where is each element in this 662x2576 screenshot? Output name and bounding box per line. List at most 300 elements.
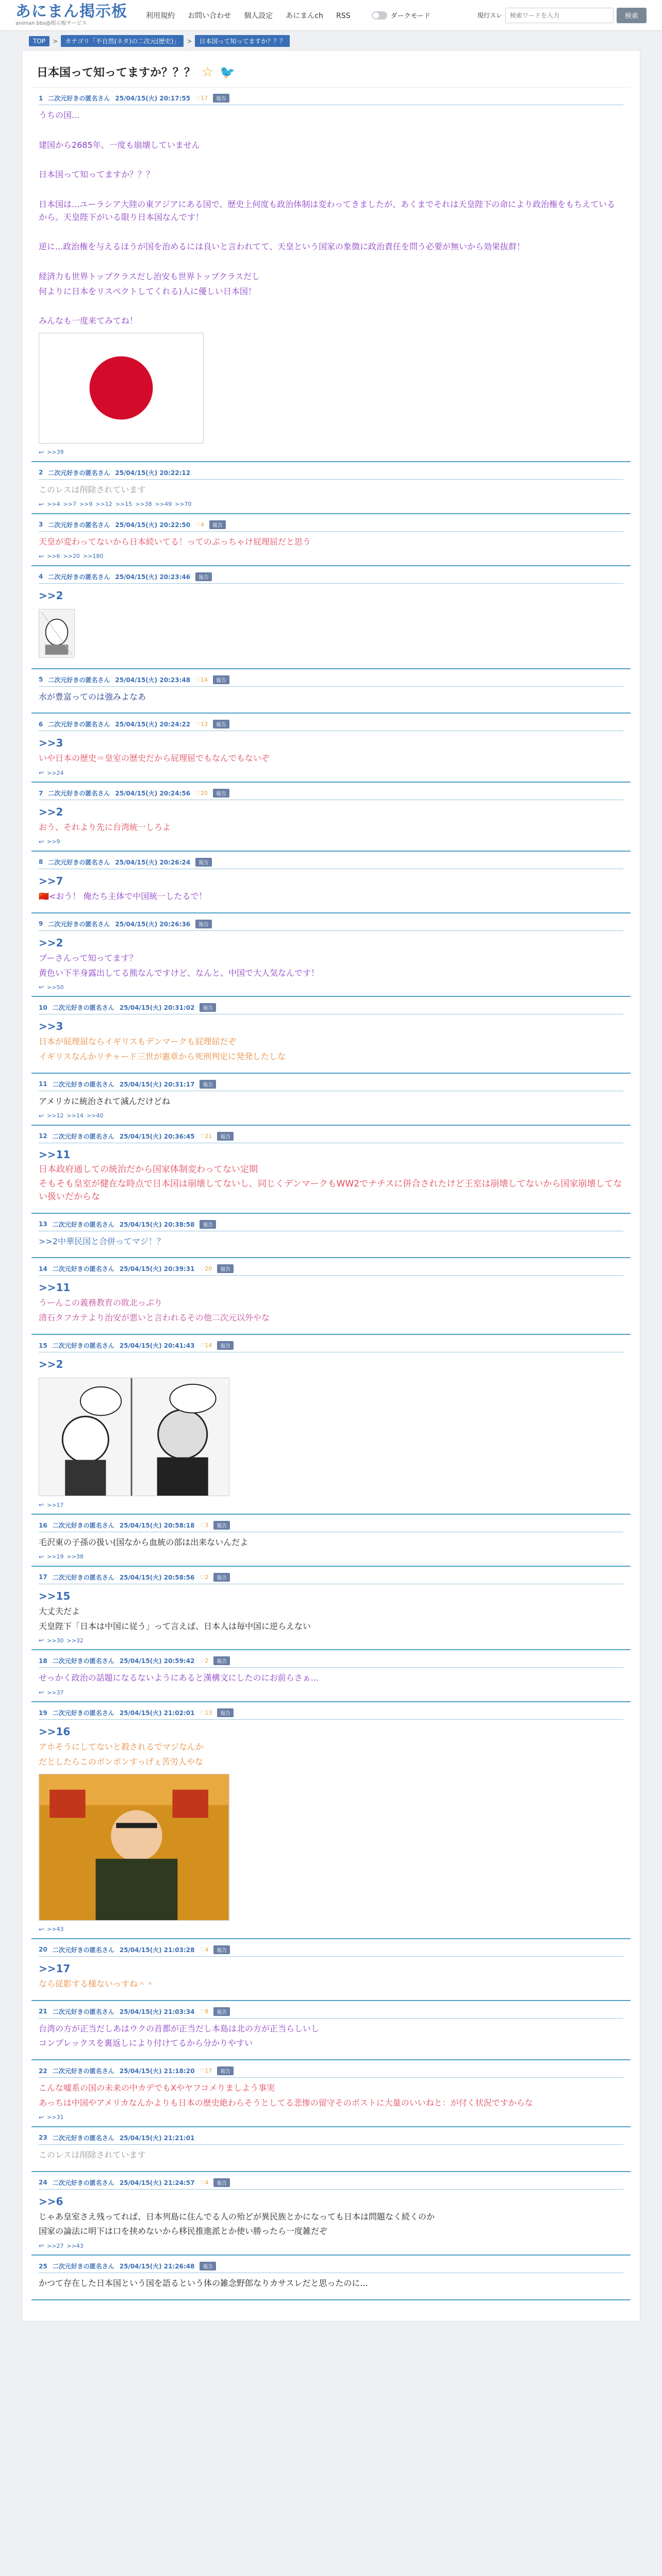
photo-image[interactable]: [39, 1774, 229, 1921]
post-date: 25/04/15(火) 20:17:55: [115, 95, 191, 102]
reply-links: [39, 1553, 623, 1561]
report-button[interactable]: 報告: [209, 520, 226, 529]
post-number[interactable]: 9: [39, 920, 43, 928]
post-text-line: 水が豊富ってのは強みよなあ: [39, 691, 146, 702]
logo-text: あにまん掲示板: [15, 3, 127, 21]
japan-flag-image[interactable]: [39, 333, 204, 444]
good-count[interactable]: ♡4: [200, 2179, 209, 2186]
report-button[interactable]: 報告: [213, 1521, 230, 1530]
post-text-line: いや日本の歴史＝皇室の歴史だから屁理屈でもなんでもないぞ: [39, 753, 270, 764]
post-header: [39, 720, 623, 731]
post-number[interactable]: 24: [39, 2179, 47, 2187]
post-header: [39, 2066, 623, 2078]
reply-link[interactable]: >>43: [47, 1926, 64, 1933]
manga-panel-image[interactable]: [39, 609, 75, 658]
reply-links: [39, 2114, 623, 2121]
reply-link[interactable]: >>15: [115, 501, 133, 508]
post-date: 25/04/15(火) 21:21:01: [119, 2134, 195, 2142]
good-count-value: 20: [200, 790, 208, 797]
post: [31, 1567, 631, 1651]
post-number[interactable]: 18: [39, 1657, 47, 1665]
good-count-value: 14: [205, 1342, 212, 1349]
post-header: [39, 520, 623, 532]
post-number[interactable]: 20: [39, 1946, 47, 1954]
reply-arrow-icon: ↩: [39, 500, 44, 508]
reply-arrow-icon: ↩: [39, 769, 44, 777]
post-number[interactable]: 7: [39, 789, 43, 797]
reply-links: [39, 1501, 623, 1509]
reply-anchor[interactable]: >>2: [39, 589, 63, 602]
report-button[interactable]: 報告: [200, 2262, 216, 2270]
poster-name: 二次元好きの匿名さん: [52, 1946, 114, 1954]
poster-name: 二次元好きの匿名さん: [52, 1265, 114, 1273]
good-count[interactable]: ♡4: [200, 1946, 209, 1953]
post-date: 25/04/15(火) 20:22:12: [115, 469, 191, 477]
reply-links: [39, 838, 623, 845]
search-input[interactable]: [505, 8, 614, 23]
post-header: [39, 2133, 623, 2145]
good-count-value: 13: [205, 1709, 212, 1717]
post-header: [39, 920, 623, 931]
report-button[interactable]: 報告: [200, 1003, 216, 1012]
nav-settings[interactable]: 個人設定: [244, 11, 273, 20]
poster-name: 二次元好きの匿名さん: [52, 2263, 114, 2270]
post-date: 25/04/15(火) 20:58:18: [119, 1522, 195, 1530]
reply-link[interactable]: >>27: [47, 2242, 64, 2249]
post-header: [39, 1080, 623, 1091]
post-header: [39, 2262, 623, 2273]
reply-arrow-icon: ↩: [39, 1112, 44, 1120]
thread-container: [22, 50, 640, 2321]
post-body: [39, 2194, 623, 2239]
post-body: [39, 1095, 623, 1108]
blank-line: [39, 300, 623, 313]
twitter-share-icon[interactable]: 🐦: [220, 64, 236, 79]
reply-link[interactable]: >>24: [47, 769, 64, 776]
poster-name: 二次元好きの匿名さん: [52, 1522, 114, 1530]
report-button[interactable]: 報告: [217, 1264, 234, 1273]
good-count-value: 2: [205, 1573, 209, 1581]
post-date: 25/04/15(火) 20:23:48: [115, 676, 191, 684]
post-number[interactable]: 22: [39, 2067, 47, 2075]
good-count[interactable]: ♡4: [195, 521, 204, 528]
post-header: [39, 1656, 623, 1668]
post-text-line: 🇨🇳<おう！ 俺たち主体で中国統一したるで！: [39, 891, 207, 901]
reply-arrow-icon: ↩: [39, 1501, 44, 1509]
reply-arrow-icon: ↩: [39, 838, 44, 845]
poster-name: 二次元好きの匿名さん: [52, 1342, 114, 1350]
post: [31, 2060, 631, 2127]
reply-link[interactable]: >>20: [63, 553, 80, 560]
post: [31, 462, 631, 514]
report-button[interactable]: 報告: [213, 1656, 230, 1665]
post-text-line: そもそも皇室が健在な時点で日本国は崩壊してないし、同じくデンマークもWW2でナチスに併合されたけど王室は崩壊してないから国家崩壊してない扱いだからな: [39, 1179, 622, 1202]
post-body: [39, 2023, 623, 2050]
reply-link[interactable]: >>180: [82, 553, 104, 560]
post-number[interactable]: 12: [39, 1132, 47, 1140]
post: [31, 566, 631, 669]
reply-links: [39, 2242, 623, 2249]
good-count[interactable]: ♡8: [200, 2008, 209, 2015]
reply-link[interactable]: >>19: [47, 1553, 64, 1561]
post-number[interactable]: 2: [39, 469, 43, 477]
reply-links: [39, 1112, 623, 1120]
post-number[interactable]: 1: [39, 94, 43, 102]
breadcrumb-category[interactable]: カテゴリ「不自然(ネタ)の二次元(歴史)」: [61, 35, 184, 47]
nav-contact[interactable]: お問い合わせ: [188, 11, 231, 20]
poster-name: 二次元好きの匿名さん: [52, 1221, 114, 1228]
reply-anchor[interactable]: >>17: [39, 1962, 71, 1975]
post: [31, 783, 631, 852]
good-count[interactable]: ♡13: [200, 1709, 212, 1717]
reply-link[interactable]: >>32: [67, 1637, 84, 1644]
report-button[interactable]: 報告: [195, 920, 212, 928]
post-header: [39, 675, 623, 687]
poster-name: 二次元好きの匿名さん: [52, 1132, 114, 1140]
good-count[interactable]: ♡17: [195, 95, 208, 101]
good-count-value: 8: [205, 2008, 209, 2015]
reply-link[interactable]: >>12: [95, 501, 112, 508]
post-date: 25/04/15(火) 20:26:24: [115, 858, 191, 866]
post-text-line: アメリカに統治されて滅んだけどね: [39, 1096, 170, 1106]
post-header: [39, 94, 623, 105]
nav-animanch[interactable]: あにまんch: [286, 11, 323, 20]
post-body: [39, 1147, 623, 1204]
post-text-line: こんな嘘系の国の未来の中カデでもXやヤフコメりましよう事実: [39, 2083, 275, 2093]
reply-link[interactable]: >>9: [47, 838, 60, 845]
post-text-line: 日本国は...ユーラシア大陸の東アジアにある国で、歴史上何度も政治体制は変わってきましたが、あくまでそれは天皇陛下の命により政治権をもちえているから。天皇陛下がいる限り日本国なんです！: [39, 199, 616, 222]
post: [31, 88, 631, 462]
reply-link[interactable]: >>39: [47, 449, 64, 456]
post-text-line: おう、それより先に台湾統一しろよ: [39, 822, 171, 833]
manga-scene-image[interactable]: [39, 1378, 229, 1496]
post-header: [39, 1708, 623, 1720]
report-button[interactable]: 報告: [217, 2066, 234, 2075]
report-button[interactable]: 報告: [213, 1945, 230, 1954]
post-date: 25/04/15(火) 20:38:58: [119, 1221, 195, 1228]
report-button[interactable]: 報告: [213, 720, 229, 728]
site-header: [0, 0, 662, 31]
post-header: [39, 1341, 623, 1352]
report-button[interactable]: 報告: [195, 572, 212, 581]
post-body: [39, 536, 623, 549]
post-body: [39, 691, 623, 704]
logo-subtitle: animan bbs@掲示板サービス: [15, 21, 87, 26]
post-header: [39, 1264, 623, 1276]
post-number[interactable]: 15: [39, 1342, 47, 1349]
poster-name: 二次元好きの匿名さん: [52, 1004, 114, 1012]
reply-links: [39, 1689, 623, 1696]
good-count-value: 4: [200, 521, 204, 528]
poster-name: 二次元好きの匿名さん: [52, 2179, 114, 2187]
nav-terms[interactable]: 利用規約: [146, 11, 175, 20]
main-nav: [146, 10, 360, 21]
post-number[interactable]: 10: [39, 1004, 47, 1011]
reply-anchor[interactable]: >>3: [39, 1020, 63, 1033]
good-count-value: 2: [205, 1657, 209, 1665]
post-date: 25/04/15(火) 20:41:43: [119, 1342, 195, 1350]
reply-links: [39, 984, 623, 991]
post-number[interactable]: 17: [39, 1573, 47, 1581]
report-button[interactable]: 報告: [217, 1708, 234, 1717]
post-date: 25/04/15(火) 20:23:46: [115, 573, 191, 581]
good-count[interactable]: ♡2: [200, 1657, 209, 1665]
post-text-line: うちの国...: [39, 110, 80, 120]
reply-arrow-icon: ↩: [39, 1637, 44, 1645]
poster-name: 二次元好きの匿名さん: [48, 95, 110, 102]
post-date: 25/04/15(火) 21:26:48: [119, 2263, 195, 2270]
good-count[interactable]: ♡2: [200, 1573, 209, 1581]
post-number[interactable]: 13: [39, 1221, 47, 1228]
post-body: [39, 2082, 623, 2110]
post: [31, 714, 631, 783]
good-count[interactable]: ♡17: [200, 2067, 212, 2075]
report-button[interactable]: 報告: [213, 94, 229, 103]
post-text-line: 大丈夫だよ: [39, 1606, 80, 1616]
post-number[interactable]: 19: [39, 1709, 47, 1717]
post-date: 25/04/15(火) 20:58:56: [119, 1573, 195, 1581]
post-header: [39, 468, 623, 480]
post-date: 25/04/15(火) 20:22:50: [115, 521, 191, 529]
poster-name: 二次元好きの匿名さん: [48, 858, 110, 866]
good-count[interactable]: ♡21: [200, 1132, 212, 1140]
reply-arrow-icon: ↩: [39, 2113, 44, 2121]
post-body: [39, 1536, 623, 1549]
post-text-line: このレスは削除されています: [39, 484, 146, 495]
post-text-line: コンプレックスを裏返しにより付けてるから分かりやすい: [39, 2038, 253, 2048]
good-count-value: 17: [205, 2067, 212, 2075]
post-date: 25/04/15(火) 20:59:42: [119, 1657, 195, 1665]
post-text-line: 天皇陛下「日本は中国に従う」って言えば、日本人は毎中国に逆らえない: [39, 1621, 311, 1631]
good-count-value: 4: [205, 2179, 209, 2186]
reply-anchor[interactable]: >>2: [39, 806, 63, 819]
report-button[interactable]: 報告: [213, 789, 229, 798]
search-area: [477, 8, 647, 23]
poster-name: 二次元好きの匿名さん: [48, 676, 110, 684]
post-text-line: 経済力も世界トップクラスだし治安も世界トップクラスだし: [39, 271, 260, 281]
report-button[interactable]: 報告: [213, 2007, 230, 2016]
post-body: [39, 2277, 623, 2290]
post-date: 25/04/15(火) 21:03:34: [119, 2008, 195, 2015]
post-date: 25/04/15(火) 21:24:57: [119, 2179, 195, 2187]
reply-link[interactable]: >>37: [47, 1689, 64, 1696]
reply-link[interactable]: >>14: [67, 1112, 84, 1120]
blank-line: [39, 256, 623, 268]
reply-anchor[interactable]: >>11: [39, 1148, 71, 1161]
thread-header: [31, 59, 631, 88]
post-text-line: だとしたらこのボンボンすっげぇ苦労人やな: [39, 1757, 204, 1767]
post-number[interactable]: 23: [39, 2134, 47, 2142]
poster-name: 二次元好きの匿名さん: [48, 920, 110, 928]
post: [31, 2127, 631, 2172]
post-number[interactable]: 5: [39, 676, 43, 684]
post-number[interactable]: 3: [39, 521, 43, 529]
post-header: [39, 2007, 623, 2019]
reply-link[interactable]: >>6: [47, 553, 60, 560]
post-text-line: うーんこの義務教育の敗北っぷり: [39, 1298, 163, 1308]
post: [31, 1939, 631, 2001]
post-number[interactable]: 6: [39, 720, 43, 728]
reply-arrow-icon: ↩: [39, 1689, 44, 1697]
good-count-value: 3: [205, 1522, 209, 1529]
blank-line: [39, 124, 623, 137]
reply-links: [39, 1926, 623, 1933]
breadcrumb-separator: >: [53, 37, 58, 45]
post-header: [39, 789, 623, 800]
post-date: 25/04/15(火) 20:26:36: [115, 920, 191, 928]
post-number[interactable]: 16: [39, 1521, 47, 1529]
post-body: [39, 1357, 623, 1372]
post-text-line: イギリスなんかリチャード三世が憲章から死刑判定に発発したしな: [39, 1052, 286, 1062]
post-number[interactable]: 21: [39, 2008, 47, 2015]
good-count-value: 13: [200, 721, 208, 728]
reply-anchor[interactable]: >>11: [39, 1281, 71, 1294]
reply-link[interactable]: >>31: [47, 2114, 64, 2121]
post-text-line: なら従影する様ないっすね＾＾: [39, 1978, 155, 1989]
reply-link[interactable]: >>4: [47, 501, 60, 508]
good-count[interactable]: ♡14: [200, 1342, 212, 1349]
nav-rss[interactable]: RSS: [336, 11, 351, 20]
post-body: [39, 484, 623, 497]
blank-line: [39, 183, 623, 196]
reply-links: [39, 449, 623, 456]
post-text-line: ブーさんって知ってます？: [39, 953, 138, 963]
post-list: [31, 88, 631, 2300]
reply-anchor[interactable]: >>3: [39, 737, 63, 750]
reply-link[interactable]: >>7: [63, 501, 76, 508]
reply-arrow-icon: ↩: [39, 448, 44, 456]
post-header: [39, 572, 623, 584]
post: [31, 1214, 631, 1259]
post: [31, 852, 631, 913]
post-number[interactable]: 4: [39, 573, 43, 581]
reply-link[interactable]: >>38: [135, 501, 152, 508]
post-body: [39, 873, 623, 903]
post-number[interactable]: 8: [39, 858, 43, 866]
post-body: [39, 1235, 623, 1248]
good-count-value: 17: [200, 95, 208, 101]
breadcrumb-thread[interactable]: 日本国って知ってますか？？？: [195, 35, 290, 47]
reply-links: [39, 1637, 623, 1644]
poster-name: 二次元好きの匿名さん: [48, 469, 110, 477]
report-button[interactable]: 報告: [217, 1341, 234, 1350]
post-text-line: 国家の論法に明下は口を挟めないから移民推進派とか使い勝ったら一度雑だぞ: [39, 2226, 328, 2236]
reply-link[interactable]: >>9: [79, 501, 93, 508]
post-header: [39, 1573, 623, 1584]
post-body: [39, 109, 623, 328]
reply-arrow-icon: ↩: [39, 1553, 44, 1561]
post-date: 25/04/15(火) 20:31:17: [119, 1080, 195, 1088]
reply-anchor[interactable]: >>2: [39, 1358, 63, 1371]
good-count[interactable]: ♡20: [200, 1265, 212, 1273]
post-header: [39, 1521, 623, 1532]
post-text-line: せっかく政治の話題になるないようにあると漢構文にしたのにお前らさぁ...: [39, 1673, 319, 1683]
reply-link[interactable]: >>17: [47, 1501, 64, 1509]
reply-links: [39, 769, 623, 776]
site-logo[interactable]: [15, 4, 127, 26]
post: [31, 669, 631, 714]
breadcrumb: [0, 31, 662, 50]
reply-link[interactable]: >>50: [47, 984, 64, 991]
reply-anchor[interactable]: >>6: [39, 2195, 63, 2208]
toggle-switch-icon[interactable]: [372, 11, 387, 20]
report-button[interactable]: 報告: [213, 675, 229, 684]
post-text-line: 日本政府通しての統治だから国家体制変わってない定期: [39, 1164, 258, 1175]
poster-name: 二次元好きの匿名さん: [52, 1573, 114, 1581]
search-button[interactable]: 検索: [617, 8, 647, 23]
report-button[interactable]: 報告: [195, 858, 212, 867]
good-count[interactable]: ♡14: [195, 676, 208, 683]
post-header: [39, 1945, 623, 1957]
reply-link[interactable]: >>30: [47, 1637, 64, 1644]
post: [31, 2256, 631, 2300]
report-button[interactable]: 報告: [200, 1220, 216, 1229]
reply-link[interactable]: >>40: [86, 1112, 104, 1120]
report-button[interactable]: 報告: [217, 1132, 234, 1141]
poster-name: 二次元好きの匿名さん: [52, 2067, 114, 2075]
reply-link[interactable]: >>38: [67, 1553, 84, 1561]
post-header: [39, 2178, 623, 2190]
post-text-line: このレスは削除されています: [39, 2149, 146, 2160]
post-text-line: 建国から2685年、一度も崩壊していません: [39, 140, 200, 150]
post-text-line: 台湾の方が正当だしあはウクの首都が正当だし本島は北の方が正当らしいし: [39, 2023, 320, 2033]
post: [31, 913, 631, 997]
post-text-line: >>2中華民国と合併ってマジ！？: [39, 1236, 165, 1246]
post-date: 25/04/15(火) 20:24:56: [115, 790, 191, 798]
post-text-line: 黄色い下半身露出してる熊なんですけど、なんと、中国で大人気なんです！: [39, 968, 320, 978]
post-number[interactable]: 11: [39, 1080, 47, 1088]
post-number[interactable]: 14: [39, 1265, 47, 1273]
post-body: [39, 1588, 623, 1633]
good-count[interactable]: ♡13: [195, 721, 208, 728]
reply-anchor[interactable]: >>16: [39, 1725, 71, 1738]
dark-mode-toggle[interactable]: [372, 10, 430, 20]
post-date: 25/04/15(火) 20:31:02: [119, 1004, 195, 1012]
reply-link[interactable]: >>49: [155, 501, 172, 508]
post-date: 25/04/15(火) 21:02:01: [119, 1709, 195, 1717]
post-body: [39, 1672, 623, 1685]
favorite-star-icon[interactable]: ☆: [202, 64, 214, 80]
report-button[interactable]: 報告: [200, 1080, 216, 1089]
report-button[interactable]: 報告: [213, 2178, 230, 2187]
post-text-line: みんなも一度来てみてね！: [39, 316, 138, 326]
post-text-line: じゃあ皇室さえ残ってれば、日本列島に住んでる人の殆どが異民族とかになっても日本は問題なく続くのか: [39, 2211, 435, 2222]
reply-arrow-icon: ↩: [39, 2242, 44, 2250]
poster-name: 二次元好きの匿名さん: [52, 2134, 114, 2142]
reply-anchor[interactable]: >>15: [39, 1589, 71, 1602]
post: [31, 2001, 631, 2061]
poster-name: 二次元好きの匿名さん: [52, 1709, 114, 1717]
post-number[interactable]: 25: [39, 2262, 47, 2270]
dark-mode-label: ダークモード: [390, 12, 431, 20]
reply-arrow-icon: ↩: [39, 552, 44, 560]
breadcrumb-top[interactable]: TOP: [29, 36, 49, 46]
post-date: 25/04/15(火) 20:24:22: [115, 721, 191, 728]
search-scope-select[interactable]: 現行スレ: [477, 12, 502, 19]
good-count[interactable]: ♡20: [195, 790, 208, 797]
reply-anchor[interactable]: >>2: [39, 936, 63, 949]
blank-line: [39, 154, 623, 166]
reply-link[interactable]: >>12: [47, 1112, 64, 1120]
post-body: [39, 1280, 623, 1325]
good-count-value: 20: [205, 1265, 212, 1273]
reply-link[interactable]: >>70: [175, 501, 192, 508]
good-count[interactable]: ♡3: [200, 1522, 209, 1529]
report-button[interactable]: 報告: [213, 1573, 230, 1582]
reply-anchor[interactable]: >>7: [39, 874, 63, 887]
reply-link[interactable]: >>43: [67, 2242, 84, 2249]
post-body: [39, 1724, 623, 1769]
